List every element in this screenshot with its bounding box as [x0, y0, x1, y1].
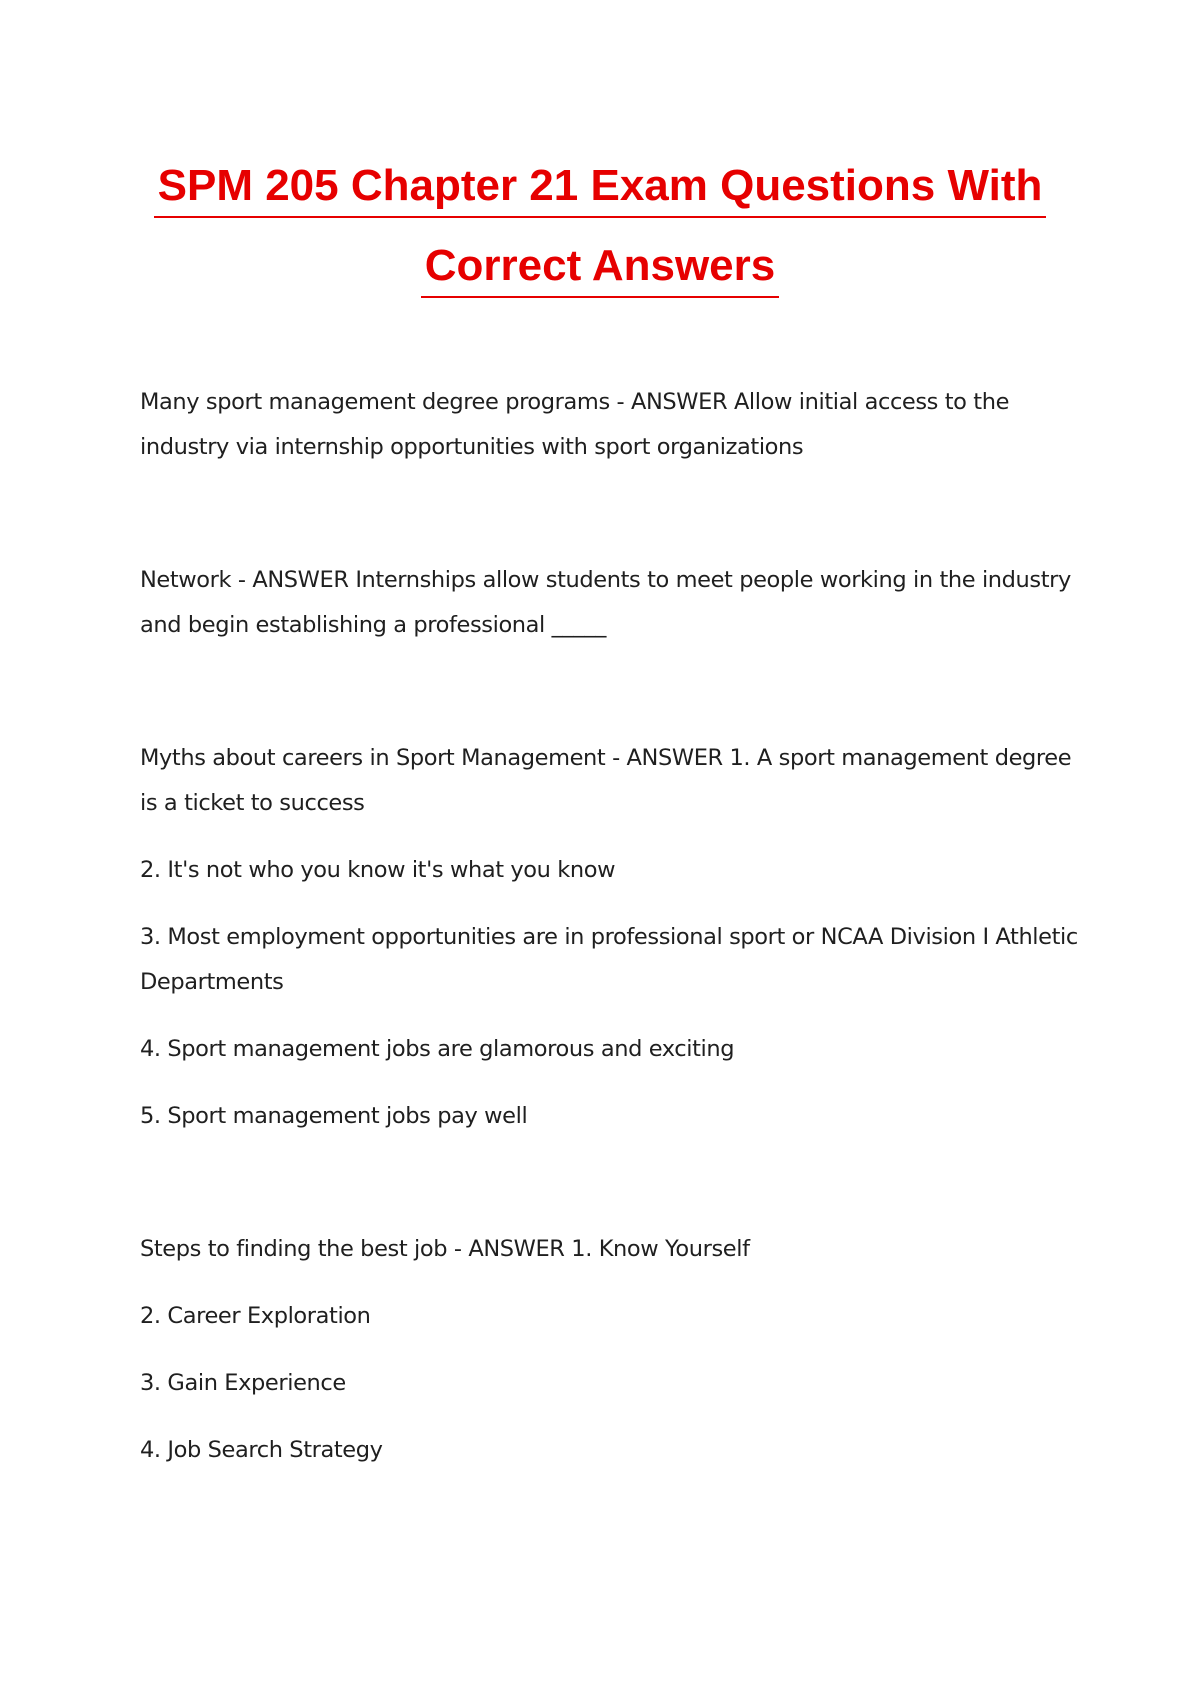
- list-item-myth-4: 4. Sport management jobs are glamorous and exciting: [140, 1036, 735, 1062]
- list-item-myth-5: 5. Sport management jobs pay well: [140, 1103, 528, 1129]
- list-item-step-3: 3. Gain Experience: [140, 1370, 346, 1396]
- page-title: [120, 150, 1080, 310]
- list-item-myth-3: 3. Most employment opportunities are in professional sport or NCAA Division I Athletic Departments: [140, 924, 1078, 995]
- title-line-2: Correct Answers: [421, 236, 780, 298]
- qa-entry-steps: Steps to finding the best job - ANSWER 1. Know Yourself: [140, 1236, 750, 1262]
- title-line-1: SPM 205 Chapter 21 Exam Questions With: [154, 156, 1047, 218]
- list-item-myth-2: 2. It's not who you know it's what you know: [140, 857, 616, 883]
- list-item-step-2: 2. Career Exploration: [140, 1303, 371, 1329]
- qa-entry-degree-programs: Many sport management degree programs - ANSWER Allow initial access to the industry via internship opportunities with sport organizations: [140, 389, 1010, 460]
- list-item-step-4: 4. Job Search Strategy: [140, 1437, 383, 1463]
- qa-entry-network: Network - ANSWER Internships allow students to meet people working in the industry and begin establishing a professional _____: [140, 567, 1071, 638]
- qa-content: [140, 380, 1080, 1473]
- qa-entry-myths: Myths about careers in Sport Management - ANSWER 1. A sport management degree is a ticket to success: [140, 745, 1072, 816]
